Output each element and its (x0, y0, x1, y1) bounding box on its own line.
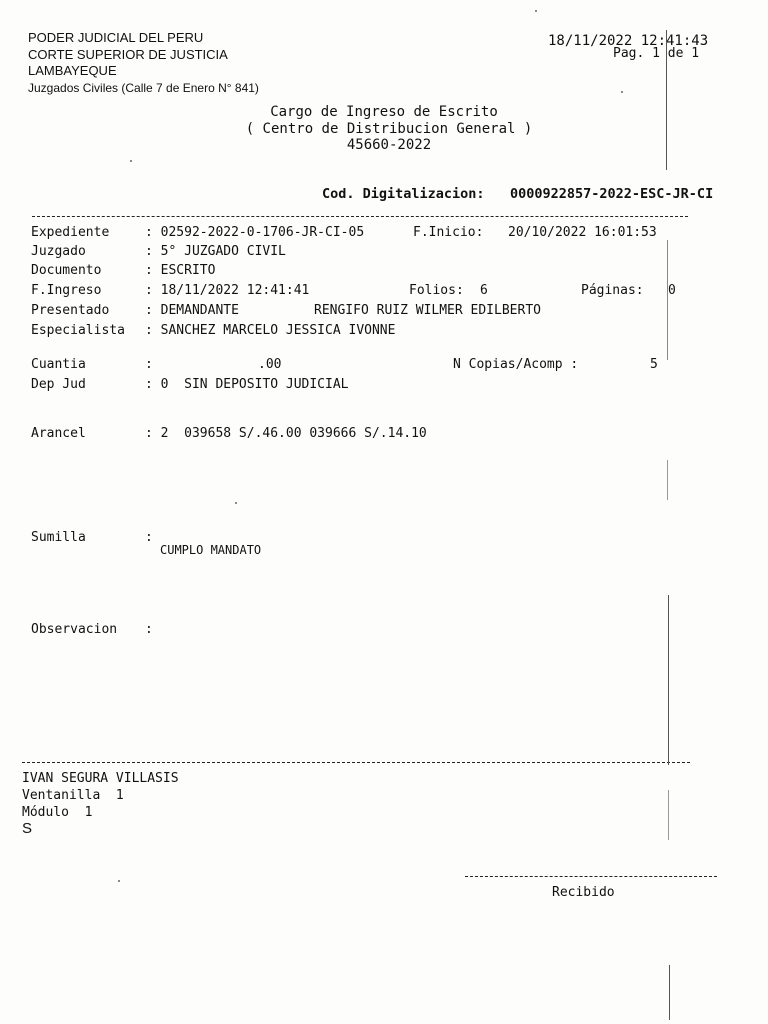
scan-line (667, 460, 668, 500)
scan-speck (535, 10, 537, 12)
sumilla-value: CUMPLO MANDATO (160, 543, 262, 557)
sumilla-label: Sumilla (31, 530, 86, 545)
presentado-name: RENGIFO RUIZ WILMER EDILBERTO (314, 303, 541, 318)
court-superior: CORTE SUPERIOR DE JUSTICIA (28, 47, 228, 62)
fingreso-value: : 18/11/2022 12:41:41 (145, 283, 310, 298)
cuantia-value: .00 (258, 357, 282, 372)
court-name: PODER JUDICIAL DEL PERU (28, 30, 204, 45)
folios-value: 6 (480, 283, 488, 298)
court-region: LAMBAYEQUE (28, 63, 117, 78)
bottom-divider (22, 762, 690, 763)
top-divider (32, 216, 688, 217)
scan-line (668, 595, 669, 765)
page-indicator: Pag. 1 de 1 (613, 46, 700, 61)
arancel-value: : 2 039658 S/.46.00 039666 S/.14.10 (145, 426, 427, 441)
copias-value: 5 (650, 357, 658, 372)
observacion-label: Observacion (31, 622, 118, 637)
juzgado-label: Juzgado (31, 244, 86, 259)
scan-speck (621, 91, 623, 93)
signature-line (465, 876, 717, 877)
document-subtitle: ( Centro de Distribucion General ) (245, 121, 533, 137)
folios-label: Folios: (409, 283, 464, 298)
modulo: Módulo 1 (22, 805, 93, 820)
documento-label: Documento (31, 263, 102, 278)
presentado-value: : DEMANDANTE (145, 303, 239, 318)
scan-line (669, 965, 670, 1020)
especialista-value: : SANCHEZ MARCELO JESSICA IVONNE (145, 323, 396, 338)
digitalizacion-code: 0000922857-2022-ESC-JR-CI (510, 186, 714, 202)
observacion-colon: : (145, 622, 153, 637)
arancel-label: Arancel (31, 426, 86, 441)
scan-speck (130, 160, 132, 162)
juzgado-value: : 5° JUZGADO CIVIL (145, 244, 286, 259)
documento-value: : ESCRITO (145, 263, 216, 278)
operator-code: S (22, 820, 33, 837)
especialista-label: Especialista (31, 323, 125, 338)
paginas-value: 0 (668, 283, 676, 298)
document-number: 45660-2022 (346, 137, 432, 153)
recibido-label: Recibido (552, 885, 615, 900)
operator-name: IVAN SEGURA VILLASIS (22, 771, 179, 786)
scan-speck (235, 502, 237, 504)
cuantia-label: Cuantia (31, 357, 86, 372)
expediente-label: Expediente (31, 225, 110, 240)
scan-line (666, 30, 667, 170)
presentado-label: Presentado (31, 303, 110, 318)
scan-line (667, 240, 668, 360)
cuantia-colon: : (145, 357, 153, 372)
depjud-label: Dep Jud (31, 377, 86, 392)
scan-speck (118, 880, 120, 882)
copias-label: N Copias/Acomp : (453, 357, 579, 372)
depjud-value: : 0 SIN DEPOSITO JUDICIAL (145, 377, 349, 392)
finicio-value: 20/10/2022 16:01:53 (508, 225, 657, 240)
fingreso-label: F.Ingreso (31, 283, 102, 298)
scan-line (668, 790, 669, 840)
document-title: Cargo de Ingreso de Escrito (270, 104, 498, 120)
digitalizacion-label: Cod. Digitalizacion: (322, 186, 485, 202)
print-datetime: 18/11/2022 12:41:43 (548, 33, 709, 49)
finicio-label: F.Inicio: (413, 225, 484, 240)
sumilla-colon: : (145, 530, 153, 545)
paginas-label: Páginas: (581, 283, 644, 298)
ventanilla: Ventanilla 1 (22, 788, 124, 803)
court-address: Juzgados Civiles (Calle 7 de Enero N° 841) (28, 81, 259, 95)
expediente-value: : 02592-2022-0-1706-JR-CI-05 (145, 225, 365, 240)
